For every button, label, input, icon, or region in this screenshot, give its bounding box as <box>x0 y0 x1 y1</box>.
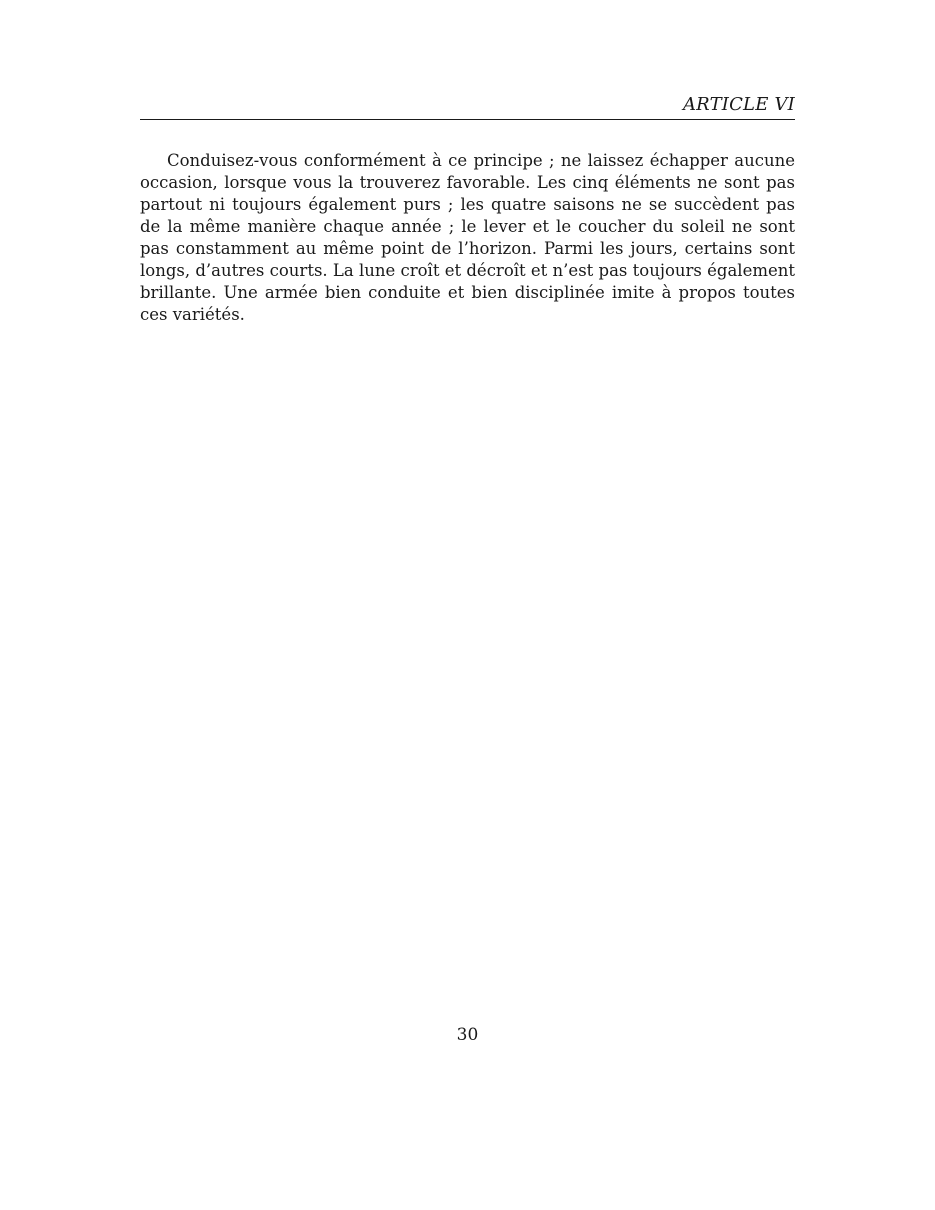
running-header <box>140 94 795 120</box>
body-paragraph: Conduisez-vous conformément à ce principe ; ne laissez échapper aucune occasion, lorsque vous la trouverez favorable. Les cinq éléments ne sont pas partout ni toujours également purs ; les quatre saisons ne se succèdent pas de la même manière chaque année ; le lever et le coucher du soleil ne sont pas constamment au même point de l’horizon. Parmi les jours, certains sont longs, d’autres courts. La lune croît et décroît et n’est pas toujours également brillante. Une armée bien conduite et bien disciplinée imite à propos toutes ces variétés. <box>140 151 795 324</box>
running-header-title: ARTICLE VI <box>682 94 795 115</box>
page-number: 30 <box>456 1025 479 1045</box>
